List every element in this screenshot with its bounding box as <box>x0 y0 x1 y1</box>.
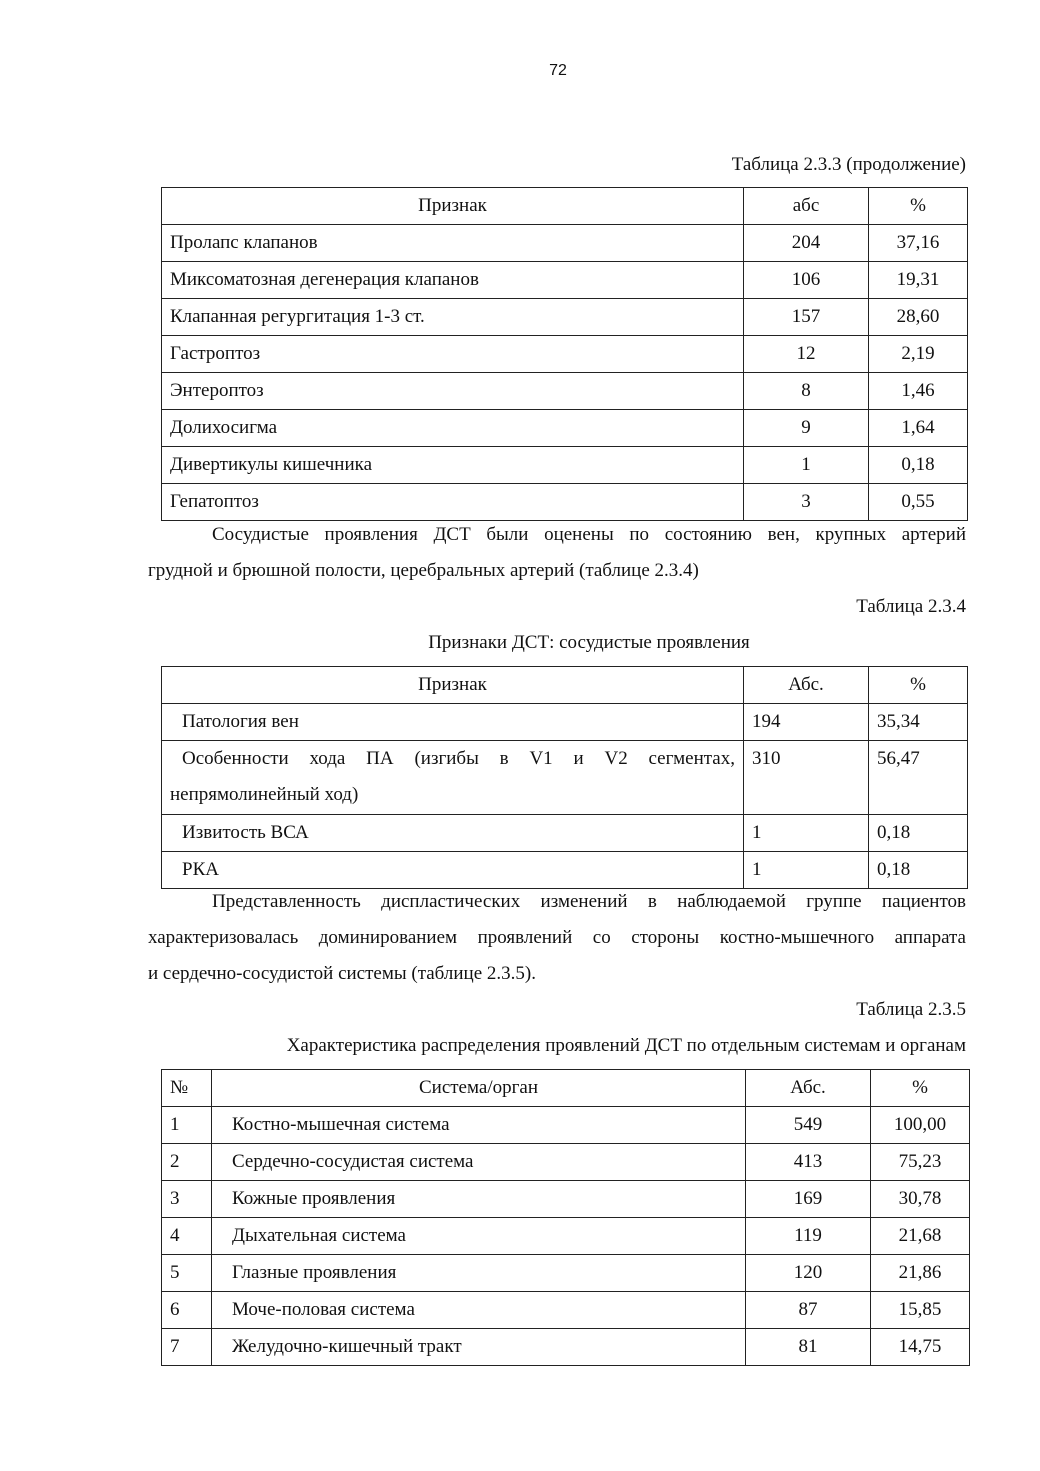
table-header: Система/орган <box>212 1070 746 1107</box>
table-cell: 1 <box>744 852 869 889</box>
table-cell-line: непрямолинейный ход) <box>170 784 359 805</box>
table1-header-row <box>162 188 968 225</box>
table-cell: 1 <box>744 447 869 484</box>
table-cell: 194 <box>744 704 869 741</box>
table-cell: 119 <box>746 1218 871 1255</box>
table-row <box>162 447 968 484</box>
table-row <box>162 299 968 336</box>
table-cell: Желудочно-кишечный тракт <box>212 1329 746 1366</box>
table-cell: 310 <box>744 741 869 815</box>
table-cell: 413 <box>746 1144 871 1181</box>
table-cell: 5 <box>162 1255 212 1292</box>
table-cell: Сердечно-сосудистая система <box>212 1144 746 1181</box>
table-cell: 6 <box>162 1292 212 1329</box>
table-cell: Гастроптоз <box>162 336 744 373</box>
paragraph-line: Сосудистые проявления ДСТ были оценены по состоянию вен, крупных артерий <box>212 524 966 545</box>
table-row <box>162 1292 970 1329</box>
table-cell: 7 <box>162 1329 212 1366</box>
table-cell: 100,00 <box>871 1107 970 1144</box>
table-cell: 2,19 <box>869 336 968 373</box>
table-cell: 87 <box>746 1292 871 1329</box>
table-cell: 28,60 <box>869 299 968 336</box>
table-cell: 549 <box>746 1107 871 1144</box>
table3-title: Характеристика распределения проявлений ДСТ по отдельным системам и органам <box>286 1035 966 1056</box>
table-cell: 1,46 <box>869 373 968 410</box>
table-cell: Гепатоптоз <box>162 484 744 521</box>
table-cell: 3 <box>744 484 869 521</box>
table-row <box>162 262 968 299</box>
table1 <box>161 187 968 521</box>
table-cell: Костно-мышечная система <box>212 1107 746 1144</box>
table2-caption: Таблица 2.3.4 <box>856 596 966 617</box>
table-cell: Моче-половая система <box>212 1292 746 1329</box>
table-cell: Извитость ВСА <box>162 815 744 852</box>
table-cell: 9 <box>744 410 869 447</box>
paragraph-distribution <box>148 884 966 992</box>
table-cell: Дыхательная система <box>212 1218 746 1255</box>
table-row <box>162 225 968 262</box>
table-row <box>162 741 968 815</box>
table1-caption: Таблица 2.3.3 (продолжение) <box>731 154 966 175</box>
table-cell: Клапанная регургитация 1-3 ст. <box>162 299 744 336</box>
table-row <box>162 484 968 521</box>
table-cell: 0,18 <box>869 815 968 852</box>
table-cell: 35,34 <box>869 704 968 741</box>
table-row <box>162 704 968 741</box>
table-cell: 0,18 <box>869 447 968 484</box>
table-row <box>162 1181 970 1218</box>
paragraph-line: характеризовалась доминированием проявлений со стороны костно-мышечного аппарата <box>148 927 966 948</box>
table-row <box>162 1218 970 1255</box>
table-cell: 8 <box>744 373 869 410</box>
table-cell <box>162 741 744 815</box>
table-row <box>162 852 968 889</box>
table-cell: 75,23 <box>871 1144 970 1181</box>
table-row <box>162 1144 970 1181</box>
table-cell: 120 <box>746 1255 871 1292</box>
table-row <box>162 1329 970 1366</box>
table-cell: 4 <box>162 1218 212 1255</box>
table-cell: 0,55 <box>869 484 968 521</box>
table-cell-line: Особенности хода ПА (изгибы в V1 и V2 сегментах, <box>182 748 735 769</box>
table3-caption: Таблица 2.3.5 <box>856 999 966 1020</box>
table-cell: Дивертикулы кишечника <box>162 447 744 484</box>
table-cell: 204 <box>744 225 869 262</box>
table-cell: 0,18 <box>869 852 968 889</box>
table-cell: 157 <box>744 299 869 336</box>
table2 <box>161 666 968 889</box>
table-cell: РКА <box>162 852 744 889</box>
table-header: Абс. <box>744 667 869 704</box>
table-cell: 106 <box>744 262 869 299</box>
table-row <box>162 373 968 410</box>
table-cell: Миксоматозная дегенерация клапанов <box>162 262 744 299</box>
table-row <box>162 1255 970 1292</box>
paragraph-line: Представленность диспластических изменений в наблюдаемой группе пациентов <box>212 891 966 912</box>
table-cell: 1 <box>162 1107 212 1144</box>
table-cell: 1 <box>744 815 869 852</box>
table-cell: 2 <box>162 1144 212 1181</box>
table-header: Признак <box>162 667 744 704</box>
table-cell: 21,68 <box>871 1218 970 1255</box>
table-header: % <box>871 1070 970 1107</box>
page-number: 72 <box>549 62 567 79</box>
table-cell: Долихосигма <box>162 410 744 447</box>
table-row <box>162 815 968 852</box>
table2-title: Признаки ДСТ: сосудистые проявления <box>428 632 750 653</box>
table3-header-row <box>162 1070 970 1107</box>
table-header: % <box>869 667 968 704</box>
table-cell: Пролапс клапанов <box>162 225 744 262</box>
table-header: № <box>162 1070 212 1107</box>
table-cell: 21,86 <box>871 1255 970 1292</box>
table-cell: Кожные проявления <box>212 1181 746 1218</box>
table-cell: 12 <box>744 336 869 373</box>
table-header: Абс. <box>746 1070 871 1107</box>
table-row <box>162 1107 970 1144</box>
table-cell: Патология вен <box>162 704 744 741</box>
table-cell: 169 <box>746 1181 871 1218</box>
table-cell: 81 <box>746 1329 871 1366</box>
paragraph-line: и сердечно-сосудистой системы (таблице 2.3.5). <box>148 963 536 984</box>
table-header: % <box>869 188 968 225</box>
table-row <box>162 410 968 447</box>
table-cell: 30,78 <box>871 1181 970 1218</box>
table-cell: 37,16 <box>869 225 968 262</box>
table-cell: 19,31 <box>869 262 968 299</box>
table-cell: Глазные проявления <box>212 1255 746 1292</box>
table-cell: 14,75 <box>871 1329 970 1366</box>
table3 <box>161 1069 970 1366</box>
paragraph-vascular <box>148 517 966 589</box>
table-cell: 1,64 <box>869 410 968 447</box>
table-cell: 15,85 <box>871 1292 970 1329</box>
table-cell: Энтероптоз <box>162 373 744 410</box>
table-cell: 56,47 <box>869 741 968 815</box>
table-header: Признак <box>162 188 744 225</box>
table-cell: 3 <box>162 1181 212 1218</box>
paragraph-line: грудной и брюшной полости, церебральных артерий (таблице 2.3.4) <box>148 560 699 581</box>
table-header: абс <box>744 188 869 225</box>
table-row <box>162 336 968 373</box>
table2-header-row <box>162 667 968 704</box>
